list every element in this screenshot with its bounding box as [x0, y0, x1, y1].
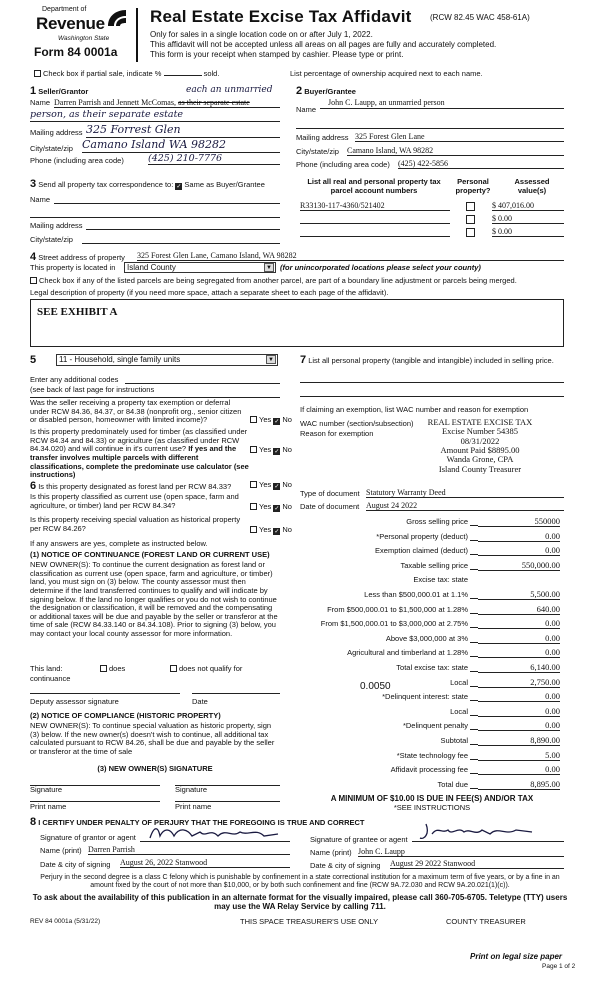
forest-yes-checkbox[interactable] — [250, 481, 257, 488]
located-label: This property is located in — [30, 263, 116, 272]
agency-sub: Washington State — [58, 35, 110, 42]
assessed-value-field[interactable]: $ 0.00 — [492, 227, 564, 237]
tax-row-value[interactable]: 0.00 — [478, 619, 560, 629]
does-not-checkbox[interactable] — [170, 665, 177, 672]
tax-row-leader — [470, 773, 478, 774]
tax-row-value[interactable]: 8,890.00 — [478, 736, 560, 746]
parcel-number-field[interactable] — [300, 214, 450, 224]
grantee-date-field[interactable]: August 29 2022 Stanwood — [390, 859, 564, 869]
historic-yes-checkbox[interactable] — [250, 526, 257, 533]
grantee-name-field[interactable]: John C. Laupp — [358, 847, 564, 857]
reason-label: Reason for exemption — [300, 429, 374, 438]
dor-logo-icon — [104, 8, 130, 30]
legal-label: Legal description of property (if you need more space, attach a separate sheet to each page of the affidavit). — [30, 288, 389, 297]
timber-yes-checkbox[interactable] — [250, 446, 257, 453]
tax-row-value[interactable]: 0.00 — [478, 765, 560, 775]
does-checkbox[interactable] — [100, 665, 107, 672]
grantor-date-field[interactable]: August 26, 2022 Stanwood — [120, 858, 290, 868]
corr-name-field[interactable] — [54, 194, 280, 204]
county-note: (for unincorporated locations please select your county) — [280, 263, 481, 272]
notice-3-heading: (3) NEW OWNER(S) SIGNATURE — [97, 764, 213, 773]
grantee-date-label: Date & city of signing — [310, 861, 381, 870]
tax-row-label: From $500,000.01 to $1,500,000 at 1.28% — [327, 604, 468, 614]
seller-name-insert: each an unmarried — [186, 85, 273, 95]
buyer-phone-field[interactable]: (425) 422-5856 — [398, 159, 564, 169]
doc-type-label: Type of document — [300, 489, 360, 498]
tax-row-leader — [470, 642, 478, 643]
tax-row-label: Gross selling price — [406, 517, 468, 526]
corr-mailing-field[interactable] — [86, 220, 280, 230]
header-line-1: Only for sales in a single location code on or after July 1, 2022. — [150, 30, 373, 39]
segregated-checkbox[interactable] — [30, 277, 37, 284]
grantee-signature-scribble-icon — [412, 820, 564, 842]
dropdown-arrow-icon: ▼ — [266, 355, 276, 364]
minimum-due-note: A MINIMUM OF $10.00 IS DUE IN FEE(S) AND/OR TAX — [330, 794, 534, 803]
tax-row-leader — [470, 671, 478, 672]
header-line-2: This affidavit will not be accepted unless all areas on all pages are fully and accurately completed. — [150, 40, 497, 49]
personal-property-col-header: Personal property? — [455, 177, 491, 195]
grantee-signature[interactable] — [412, 820, 564, 842]
notice-2-heading: (2) NOTICE OF COMPLIANCE (HISTORIC PROPERTY) — [30, 711, 221, 720]
doc-date-label: Date of document — [300, 502, 360, 511]
deputy-date-label: Date — [192, 697, 208, 706]
tax-row-value[interactable]: 550000 — [478, 517, 560, 527]
historic-yes-no: Yes ✓ No — [250, 526, 292, 535]
tax-row-leader — [470, 788, 478, 789]
street-row: 4 Street address of property — [30, 251, 125, 263]
treasurer-use-label: THIS SPACE TREASURER'S USE ONLY — [240, 917, 379, 926]
tax-row-value[interactable]: 0.00 — [478, 648, 560, 658]
section-7-heading: 7 List all personal property (tangible and intangible) included in selling price. — [300, 354, 554, 366]
timber-yes-no: Yes ✓ No — [250, 446, 292, 455]
seller-phone-field[interactable]: (425) 210-7776 — [148, 154, 280, 165]
assessed-value-field[interactable]: $ 0.00 — [492, 214, 564, 224]
tax-row-value[interactable]: 6,140.00 — [478, 663, 560, 673]
historic-question: Is this property receiving special valuation as historical property per RCW 84.26? — [30, 515, 241, 533]
doc-type-field[interactable]: Statutory Warranty Deed — [366, 488, 564, 498]
tax-row-value[interactable]: 0.00 — [478, 721, 560, 731]
notice-2-text: NEW OWNER(S): To continue special valuation as historic property, sign (3) below. If the new owner(s) doesn't wish to continue, all additional tax calculated pursuant to RCW 84.26, shall be due and payable by the seller or transferor at the time of sale — [30, 721, 275, 756]
tax-row-label: Agricultural and timberland at 1.28% — [347, 648, 468, 658]
timber-question: Is this property predominately used for timber (as classified under RCW 84.34 and 84.33) or agriculture (as classified under RCW 84.34.020) and will continue in it's current use? If yes and the transfer involves multiple parcels with different classifications, complete the predominate use calculator (see instructions) — [30, 427, 249, 480]
header-divider — [136, 8, 138, 62]
personal-property-line-1[interactable] — [300, 380, 564, 383]
exemption-yes-checkbox[interactable] — [250, 416, 257, 423]
timber-no-checkbox[interactable]: ✓ — [274, 449, 280, 455]
same-as-buyer-checkbox[interactable]: ✓ — [176, 184, 182, 190]
assessed-value-field[interactable]: $ 407,016.00 — [492, 201, 564, 211]
corr-city-label: City/state/zip — [30, 235, 73, 244]
codes-field[interactable] — [125, 375, 280, 384]
section-5-num: 5 — [30, 354, 37, 366]
form-number: Form 84 0001a — [34, 45, 118, 59]
grantor-sig-label: Signature of grantor or agent — [40, 833, 136, 842]
grantee-sig-label: Signature of grantee or agent — [310, 835, 408, 844]
tax-row-value[interactable]: 0.00 — [478, 532, 560, 542]
tax-row-label: Local — [450, 706, 468, 716]
tax-row-value[interactable]: 0.00 — [478, 546, 560, 556]
owner-sig-label-1: Signature — [30, 785, 63, 794]
seller-name-label: Name — [30, 98, 51, 107]
tax-row-leader — [470, 744, 478, 745]
grantor-signature-scribble-icon — [140, 822, 290, 842]
partial-sale-percent-field[interactable] — [164, 75, 202, 76]
tax-row-leader — [470, 627, 478, 628]
corr-mailing-label: Mailing address — [30, 221, 83, 230]
seller-city-field[interactable]: Camano Island WA 98282 — [82, 139, 280, 153]
land-use-select[interactable] — [56, 354, 278, 366]
assessed-value-col-header: Assessed value(s) — [514, 177, 550, 195]
this-land-label: This land: — [30, 664, 63, 673]
grantor-signature[interactable] — [140, 822, 290, 842]
buyer-mailing-field[interactable]: 325 Forest Glen Lane — [355, 132, 564, 142]
notice-1-text: NEW OWNER(S): To continue the current designation as forest land or classification as current use (open space, farm and agriculture, or timber) land, you must sign on (3) below. The county assessor must then determine if the land transferred continues to qualify and will indicate by signing below. If the land no longer qualifies or you do not wish to continue the designation or classification, it will be removed and the compensating or additional taxes will be due and payable by the seller or transferor at the time of sale (RCW 84.33.140 or 84.34.108). Prior to signing (3) below, you may contact your local county assessor for more information. — [30, 560, 278, 638]
buyer-phone-label: Phone (including area code) — [296, 160, 390, 169]
buyer-name-field[interactable]: John C. Laupp, an unmarried person — [320, 98, 564, 109]
see-instructions-note: *SEE INSTRUCTIONS — [393, 803, 471, 812]
forest-yes-no: Yes ✓ No — [250, 481, 292, 490]
corr-name-line-2[interactable] — [30, 208, 280, 218]
alt-format-notice: To ask about the availability of this publication in an alternate format for the visually impaired, please call 360-705-6705. Teletype (TTY) users may use the WA Relay Service by calling 711. — [32, 893, 568, 912]
tax-row-label: Excise tax: state — [413, 575, 468, 585]
buyer-name-line-2[interactable] — [296, 119, 564, 129]
tax-row-leader — [470, 554, 478, 555]
doc-date-field[interactable]: August 24 2022 — [366, 501, 564, 511]
form-title: Real Estate Excise Tax Affidavit — [150, 7, 412, 26]
seller-name-line-2[interactable]: person, as their separate estate — [30, 110, 280, 122]
tax-row-label: Taxable selling price — [400, 560, 468, 570]
seller-mailing-label: Mailing address — [30, 128, 83, 137]
owner-print-label-2: Print name — [175, 802, 212, 811]
partial-sale-row — [34, 70, 219, 79]
tax-row-value[interactable]: 640.00 — [478, 605, 560, 615]
tax-row-leader — [470, 686, 478, 687]
partial-sale-checkbox[interactable] — [34, 70, 41, 77]
seller-mailing-field[interactable]: 325 Forrest Glen — [86, 124, 280, 138]
seller-city-label: City/state/zip — [30, 144, 73, 153]
sold-label: sold. — [203, 69, 220, 78]
personal-property-checkbox[interactable] — [466, 228, 475, 237]
tax-row-label: Above $3,000,000 at 3% — [385, 633, 468, 643]
agency-top: Department of — [42, 6, 87, 13]
deputy-sig-line[interactable] — [30, 690, 180, 694]
tax-row-label: *Delinquent penalty — [402, 721, 468, 731]
notice-1-heading: (1) NOTICE OF CONTINUANCE (FOREST LAND OR CURRENT USE) — [30, 550, 270, 559]
owner-sig-label-2: Signature — [175, 785, 208, 794]
county-treasurer-label: COUNTY TREASURER — [446, 917, 526, 926]
parcel-number-field[interactable]: R33130-117-4360/521402 — [300, 201, 450, 211]
continuance-label: continuance — [30, 674, 71, 683]
tax-row-leader — [470, 598, 478, 599]
corr-name-label: Name — [30, 195, 51, 204]
tax-row-leader — [470, 540, 478, 541]
certify-heading: 8 I CERTIFY UNDER PENALTY OF PERJURY THAT THE FOREGOING IS TRUE AND CORRECT — [30, 816, 365, 828]
tax-row-label: Total excise tax: state — [396, 663, 468, 672]
header-line-3: This form is your receipt when stamped by cashier. Please type or print. — [150, 50, 404, 59]
personal-property-checkbox[interactable] — [466, 202, 475, 211]
grantee-name-label: Name (print) — [310, 848, 352, 857]
form-title-ref: (RCW 82.45 WAC 458-61A) — [430, 13, 530, 22]
buyer-name-label: Name — [296, 105, 317, 114]
tax-row-value[interactable]: 5,500.00 — [478, 590, 560, 600]
tax-row-leader — [470, 613, 478, 614]
tax-row-value[interactable]: 2,750.00 — [478, 678, 560, 688]
revision-label: REV 84 0001a (5/31/22) — [30, 918, 101, 925]
tax-row-value[interactable]: 0.00 — [478, 707, 560, 717]
buyer-city-label: City/state/zip — [296, 147, 339, 156]
exemption-yes-no: Yes ✓ No — [250, 416, 292, 425]
agency-name: Revenue — [36, 14, 105, 33]
current-use-question: Is this property classified as current use (open space, farm and agriculture, or timber) land per RCW 84.34? — [30, 492, 239, 510]
segregated-row: Check box if any of the listed parcels are being segregated from another parcel, are part of a boundary line adjustment or parcels being merged. — [30, 277, 517, 286]
tax-row-label: Subtotal — [440, 736, 468, 745]
tax-row-leader — [470, 569, 478, 570]
buyer-city-field[interactable]: Camano Island, WA 98282 — [347, 146, 564, 156]
tax-row-leader — [470, 729, 478, 730]
tax-row-value[interactable]: 5.00 — [478, 751, 560, 761]
buyer-mailing-label: Mailing address — [296, 133, 349, 142]
grantor-name-field[interactable]: Darren Parrish — [88, 845, 290, 855]
owner-print-label-1: Print name — [30, 802, 67, 811]
legal-description-box[interactable] — [30, 299, 564, 347]
forest-no-checkbox[interactable]: ✓ — [274, 484, 280, 490]
county-select[interactable] — [124, 262, 276, 273]
grantor-name-label: Name (print) — [40, 846, 82, 855]
street-field[interactable]: 325 Forest Glen Lane, Camano Island, WA 98282 — [137, 251, 564, 261]
tax-row-value[interactable]: 8,895.00 — [478, 780, 560, 790]
dropdown-arrow-icon: ▼ — [264, 263, 274, 272]
perjury-notice: Perjury in the second degree is a class C felony which is punishable by confinement in a state correctional institution for a maximum term of five years, or by a fine in an amount fixed by the court of not more than $10,000, or by both such confinement and fine (RCW 9A.72.030 and RCW 9A.20.021(1)(c)). — [40, 874, 560, 890]
historic-no-checkbox[interactable]: ✓ — [274, 529, 280, 535]
corr-city-field[interactable] — [82, 234, 280, 244]
deputy-sig-label: Deputy assessor signature — [30, 697, 119, 706]
legal-description-value: SEE EXHIBIT A — [37, 306, 118, 318]
personal-property-line-2[interactable] — [300, 394, 564, 397]
tax-row-label: *Personal property (deduct) — [376, 531, 468, 541]
tax-row-leader — [470, 700, 478, 701]
tax-row-value[interactable]: 550,000.00 — [478, 561, 560, 571]
current-use-yes-checkbox[interactable] — [250, 503, 257, 510]
correspondence-heading: 3 Send all property tax correspondence to: ✓ Same as Buyer/Grantee — [30, 178, 265, 190]
exemption-label: If claiming an exemption, list WAC number and reason for exemption — [300, 405, 529, 414]
tax-row-leader — [470, 715, 478, 716]
current-use-no-checkbox[interactable]: ✓ — [274, 506, 280, 512]
does-option: does — [100, 665, 125, 674]
tax-row-leader — [470, 656, 478, 657]
partial-sale-label: Check box if partial sale, indicate % — [43, 69, 162, 78]
parcel-col-header: List all real and personal property tax parcel account numbers — [307, 177, 441, 195]
print-legal-note: Print on legal size paper — [470, 952, 563, 961]
tax-row-label: From $1,500,000.01 to $3,000,000 at 2.75% — [320, 619, 468, 629]
codes-label: Enter any additional codes — [30, 375, 119, 384]
tax-row-value[interactable]: 0.00 — [478, 634, 560, 644]
personal-property-checkbox[interactable] — [466, 215, 475, 224]
tax-row-label: *Delinquent interest: state — [382, 692, 468, 702]
tax-row-value[interactable]: 0.00 — [478, 692, 560, 702]
exemption-no-checkbox[interactable]: ✓ — [274, 419, 280, 425]
does-not-option: does not qualify for — [170, 665, 242, 674]
seller-heading: 1 Seller/Grantor — [30, 85, 89, 97]
tax-row-label: Exemption claimed (deduct) — [375, 546, 468, 556]
seller-phone-label: Phone (including area code) — [30, 156, 124, 165]
parcel-number-field[interactable] — [300, 227, 450, 237]
county-select-value: Island County — [127, 263, 176, 272]
forest-question: 6 Is this property designated as forest land per RCW 84.33? — [30, 480, 232, 492]
ownership-note: List percentage of ownership acquired next to each name. — [290, 69, 483, 78]
exemption-question: Was the seller receiving a property tax exemption or deferral under RCW 84.36, 84.37, or 84.38 (nonprofit org., senior citizen or disabled person, homeowner with limited income)? — [30, 398, 242, 425]
tax-row-leader — [470, 525, 478, 526]
seller-name-field[interactable]: Darren Parrish and Jennett McComas, as their separate estate — [54, 98, 280, 108]
treasurer-stamp: REAL ESTATE EXCISE TAX Excise Number 54385 08/31/2022 Amount Paid $8895.00 Wanda Grone, CPA Island County Treasurer — [427, 417, 533, 474]
tax-row-label: Local — [450, 677, 468, 687]
tax-row-label: Total due — [437, 779, 468, 789]
deputy-date-line[interactable] — [192, 690, 280, 694]
buyer-heading: 2 Buyer/Grantee — [296, 85, 356, 97]
codes-note: (see back of last page for instructions — [30, 385, 155, 394]
current-use-yes-no: Yes ✓ No — [250, 503, 292, 512]
grantor-date-label: Date & city of signing — [40, 860, 111, 869]
tax-row-label: Less than $500,000.01 at 1.1% — [364, 590, 468, 599]
land-use-value: 11 - Household, single family units — [59, 355, 181, 364]
tax-row-label: Affidavit processing fee — [390, 765, 468, 775]
page-number: Page 1 of 2 — [542, 963, 576, 970]
if-yes-note: If any answers are yes, complete as instructed below. — [30, 539, 208, 548]
local-rate: 0.0050 — [360, 681, 391, 692]
tax-row-label: *State technology fee — [396, 750, 468, 760]
wac-label: WAC number (section/subsection) — [300, 419, 414, 428]
tax-row-leader — [470, 759, 478, 760]
